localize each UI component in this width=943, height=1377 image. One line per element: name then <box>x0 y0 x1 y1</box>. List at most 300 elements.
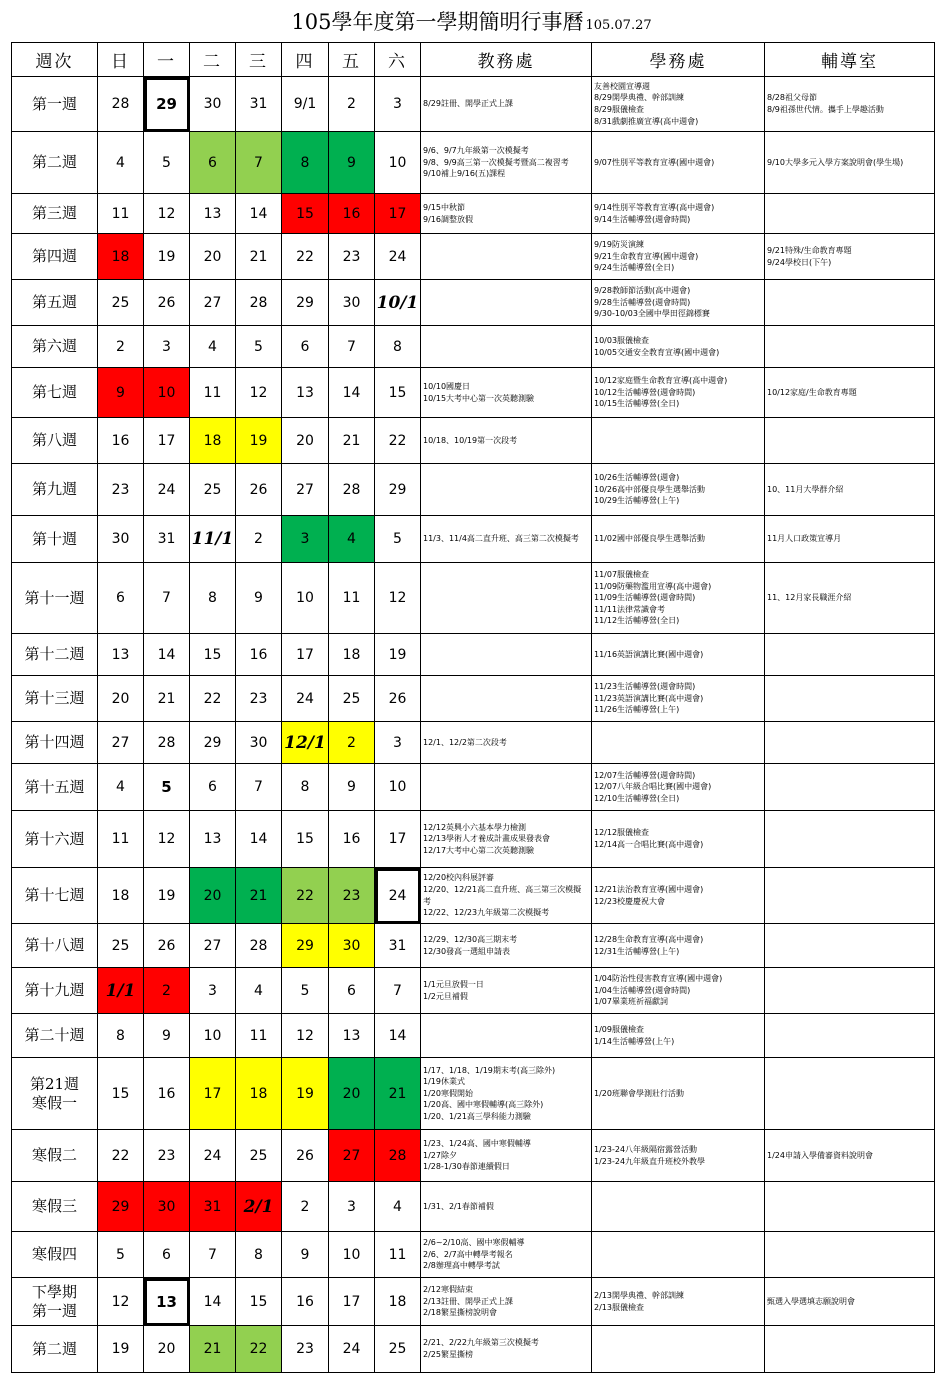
note-line: 12/22、12/23九年級第二次模擬考 <box>423 908 550 918</box>
counsel-notes <box>765 764 935 811</box>
note-line: 9/24生活輔導營(全日) <box>594 263 675 273</box>
week-label <box>12 464 98 516</box>
academic-notes <box>421 722 592 764</box>
note-line: 12/17大考中心第二次英聽測驗 <box>423 845 535 855</box>
week-label <box>12 1182 98 1232</box>
day-cell: 16 <box>329 194 375 234</box>
student-notes <box>592 1278 765 1326</box>
student-notes <box>592 1232 765 1278</box>
week-row <box>12 1058 935 1130</box>
week-label-line: 第四週 <box>31 247 77 266</box>
student-notes <box>592 1014 765 1058</box>
week-label-line: 第一週 <box>31 1301 77 1320</box>
note-line: 11/07服儀檢查 <box>594 570 650 580</box>
student-notes <box>592 77 765 132</box>
week-row <box>12 464 935 516</box>
day-cell: 21 <box>144 676 190 722</box>
note-line: 12/10生活輔導營(全日) <box>594 793 680 803</box>
student-notes <box>592 1058 765 1130</box>
school-calendar-table <box>11 42 935 1373</box>
day-cell: 16 <box>329 811 375 868</box>
day-cell: 10 <box>375 132 421 194</box>
header-mon: 一 <box>144 43 190 77</box>
week-row <box>12 1232 935 1278</box>
day-cell: 15 <box>282 194 329 234</box>
day-cell: 28 <box>236 280 282 326</box>
day-cell: 26 <box>144 924 190 968</box>
week-label-line: 第三週 <box>31 204 77 223</box>
day-cell: 24 <box>190 1130 236 1182</box>
day-cell: 16 <box>144 1058 190 1130</box>
note-line: 12/23校慶慶祝大會 <box>594 896 666 906</box>
header-week: 週次 <box>12 43 98 77</box>
header-fri: 五 <box>329 43 375 77</box>
week-label-line: 寒假一 <box>31 1093 77 1112</box>
student-notes <box>592 418 765 464</box>
day-cell: 5 <box>98 1232 144 1278</box>
note-line: 9/21特殊/生命教育專題 <box>767 245 852 255</box>
day-cell: 21 <box>190 1326 236 1373</box>
day-cell: 10 <box>375 764 421 811</box>
day-cell: 19 <box>98 1326 144 1373</box>
day-cell: 9 <box>282 1232 329 1278</box>
counsel-notes <box>765 194 935 234</box>
academic-notes <box>421 77 592 132</box>
day-cell: 19 <box>236 418 282 464</box>
day-cell: 11/1 <box>190 516 236 563</box>
day-cell: 10/1 <box>375 280 421 326</box>
week-label <box>12 326 98 368</box>
counsel-notes <box>765 1326 935 1373</box>
day-cell: 2 <box>144 968 190 1014</box>
note-line: 11/11法律常識會考 <box>594 604 666 614</box>
day-cell: 5 <box>144 132 190 194</box>
day-cell: 9 <box>144 1014 190 1058</box>
day-cell: 29 <box>144 77 190 132</box>
day-cell: 3 <box>329 1182 375 1232</box>
week-row <box>12 924 935 968</box>
note-line: 2/6、2/7高中轉學考報名 <box>423 1249 513 1259</box>
day-cell: 7 <box>329 326 375 368</box>
week-label <box>12 811 98 868</box>
day-cell: 2 <box>329 722 375 764</box>
day-cell: 27 <box>98 722 144 764</box>
note-line: 9/19防災演練 <box>594 240 644 250</box>
week-row <box>12 1326 935 1373</box>
week-label <box>12 764 98 811</box>
day-cell: 30 <box>329 280 375 326</box>
note-line: 11/09防藥物濫用宣導(高中週會) <box>594 581 712 591</box>
day-cell: 20 <box>98 676 144 722</box>
week-label <box>12 1278 98 1326</box>
day-cell: 9 <box>236 563 282 634</box>
week-label-line: 第21週 <box>29 1074 80 1093</box>
note-line: 9/15中秋節 <box>423 202 465 212</box>
week-label <box>12 868 98 924</box>
day-cell: 5 <box>144 764 190 811</box>
academic-notes <box>421 764 592 811</box>
counsel-notes <box>765 811 935 868</box>
day-cell: 23 <box>329 234 375 280</box>
student-notes <box>592 676 765 722</box>
day-cell: 4 <box>236 968 282 1014</box>
day-cell: 14 <box>236 811 282 868</box>
academic-notes <box>421 1326 592 1373</box>
counsel-notes <box>765 516 935 563</box>
note-line: 2/12寒假結束 <box>423 1285 473 1295</box>
note-line: 12/29、12/30高三期末考 <box>423 934 518 944</box>
week-row <box>12 1130 935 1182</box>
day-cell: 29 <box>190 722 236 764</box>
week-label-line: 第十八週 <box>24 936 85 955</box>
note-line: 9/21生命教育宣導(國中週會) <box>594 251 699 261</box>
note-line: 1/20、1/21高三學科能力測驗 <box>423 1111 531 1121</box>
day-cell: 4 <box>375 1182 421 1232</box>
academic-notes <box>421 811 592 868</box>
day-cell: 5 <box>282 968 329 1014</box>
note-line: 10、11月大學群介紹 <box>767 484 844 494</box>
student-notes <box>592 194 765 234</box>
note-line: 10/05交通安全教育宣導(國中週會) <box>594 347 720 357</box>
student-notes <box>592 722 765 764</box>
day-cell: 2 <box>329 77 375 132</box>
academic-notes <box>421 194 592 234</box>
week-label-line: 第十週 <box>31 529 77 548</box>
day-cell: 27 <box>190 924 236 968</box>
note-line: 1/27除夕 <box>423 1150 457 1160</box>
day-cell: 3 <box>190 968 236 1014</box>
header-academic-affairs: 教務處 <box>421 43 592 77</box>
day-cell: 27 <box>190 280 236 326</box>
note-line: 9/10大學多元入學方案說明會(學生場) <box>767 157 904 167</box>
week-row <box>12 77 935 132</box>
day-cell: 24 <box>329 1326 375 1373</box>
week-label-line: 寒假四 <box>31 1245 77 1264</box>
day-cell: 21 <box>329 418 375 464</box>
note-line: 9/07性別平等教育宣導(國中週會) <box>594 157 715 167</box>
calendar-title-block <box>0 6 943 36</box>
note-line: 8/28祖父母節 <box>767 93 817 103</box>
day-cell: 20 <box>144 1326 190 1373</box>
day-cell: 5 <box>375 516 421 563</box>
day-cell: 14 <box>236 194 282 234</box>
counsel-notes <box>765 1014 935 1058</box>
academic-notes <box>421 563 592 634</box>
note-line: 9/30-10/03全國中學田徑錦標賽 <box>594 309 710 319</box>
day-cell: 29 <box>375 464 421 516</box>
day-cell: 9 <box>98 368 144 418</box>
academic-notes <box>421 924 592 968</box>
week-row <box>12 868 935 924</box>
note-line: 8/9祖孫世代情。攜手上學趣活動 <box>767 105 884 114</box>
note-line: 1/19休業式 <box>423 1077 465 1087</box>
day-cell: 3 <box>375 77 421 132</box>
day-cell: 18 <box>236 1058 282 1130</box>
day-cell: 12/1 <box>282 722 329 764</box>
note-line: 1/20寒假開始 <box>423 1088 473 1098</box>
day-cell: 5 <box>236 326 282 368</box>
note-line: 友善校園宣導週 <box>594 81 650 91</box>
counsel-notes <box>765 77 935 132</box>
note-line: 1/04生活輔導營(週會時間) <box>594 985 691 995</box>
day-cell: 22 <box>282 868 329 924</box>
week-row <box>12 811 935 868</box>
day-cell: 11 <box>236 1014 282 1058</box>
week-label <box>12 1058 98 1130</box>
academic-notes <box>421 464 592 516</box>
note-line: 10/12家庭暨生命教育宣導(高中週會) <box>594 376 728 386</box>
counsel-notes <box>765 418 935 464</box>
week-label <box>12 924 98 968</box>
week-row <box>12 234 935 280</box>
day-cell: 28 <box>236 924 282 968</box>
day-cell: 19 <box>282 1058 329 1130</box>
academic-notes <box>421 1130 592 1182</box>
day-cell: 19 <box>375 634 421 676</box>
day-cell: 18 <box>98 234 144 280</box>
day-cell: 22 <box>375 418 421 464</box>
note-line: 12/12服儀檢查 <box>594 828 650 838</box>
day-cell: 12 <box>375 563 421 634</box>
week-label-line: 第一週 <box>31 94 77 113</box>
day-cell: 2 <box>236 516 282 563</box>
day-cell: 17 <box>375 194 421 234</box>
day-cell: 15 <box>98 1058 144 1130</box>
day-cell: 11 <box>190 368 236 418</box>
student-notes <box>592 1326 765 1373</box>
student-notes <box>592 368 765 418</box>
week-label <box>12 516 98 563</box>
week-label-line: 第六週 <box>31 337 77 356</box>
note-line: 1/17、1/18、1/19期末考(高三除外) <box>423 1065 556 1075</box>
week-row <box>12 563 935 634</box>
academic-notes <box>421 516 592 563</box>
day-cell: 4 <box>329 516 375 563</box>
academic-notes <box>421 368 592 418</box>
week-label-line: 第二週 <box>31 153 77 172</box>
student-notes <box>592 1130 765 1182</box>
day-cell: 26 <box>375 676 421 722</box>
counsel-notes <box>765 1182 935 1232</box>
week-label-line: 第十一週 <box>24 588 85 607</box>
day-cell: 29 <box>282 280 329 326</box>
note-line: 2/13開學典禮、幹部訓練 <box>594 1290 684 1300</box>
counsel-notes <box>765 368 935 418</box>
week-label-line: 第十九週 <box>24 981 85 1000</box>
academic-notes <box>421 1182 592 1232</box>
day-cell: 17 <box>282 634 329 676</box>
week-label <box>12 634 98 676</box>
week-label-line: 第十六週 <box>24 829 85 848</box>
day-cell: 15 <box>282 811 329 868</box>
header-thu: 四 <box>282 43 329 77</box>
day-cell: 13 <box>190 194 236 234</box>
day-cell: 13 <box>190 811 236 868</box>
academic-notes <box>421 418 592 464</box>
week-label-line: 寒假二 <box>31 1146 77 1165</box>
day-cell: 8 <box>98 1014 144 1058</box>
note-line: 11/12生活輔導營(全日) <box>594 616 680 626</box>
day-cell: 20 <box>190 868 236 924</box>
day-cell: 22 <box>190 676 236 722</box>
note-line: 11/26生活輔導營(上午) <box>594 705 680 715</box>
note-line: 12/13學術人才養成計畫成果發表會 <box>423 834 551 844</box>
week-row <box>12 1278 935 1326</box>
note-line: 8/31戲劇推廣宣導(高中週會) <box>594 116 699 126</box>
week-row <box>12 132 935 194</box>
week-label <box>12 676 98 722</box>
note-line: 2/8辦理高中轉學考試 <box>423 1261 500 1271</box>
day-cell: 9 <box>329 132 375 194</box>
note-line: 11/3、11/4高二直升班、高三第二次模擬考 <box>423 534 579 544</box>
week-row <box>12 516 935 563</box>
note-line: 2/25繁星撕榜 <box>423 1350 473 1359</box>
header-sat: 六 <box>375 43 421 77</box>
day-cell: 4 <box>190 326 236 368</box>
week-label <box>12 418 98 464</box>
day-cell: 23 <box>144 1130 190 1182</box>
student-notes <box>592 464 765 516</box>
note-line: 8/29註冊、開學正式上課 <box>423 99 513 109</box>
week-label <box>12 722 98 764</box>
week-row <box>12 326 935 368</box>
week-label <box>12 1232 98 1278</box>
day-cell: 2 <box>282 1182 329 1232</box>
note-line: 11、12月家長職涯介紹 <box>767 593 852 603</box>
day-cell: 22 <box>98 1130 144 1182</box>
day-cell: 13 <box>282 368 329 418</box>
note-line: 1/23、1/24高、國中寒假輔導 <box>423 1139 531 1149</box>
day-cell: 10 <box>329 1232 375 1278</box>
note-line: 10/12生活輔導營(週會時間) <box>594 387 696 397</box>
week-label-line: 第十三週 <box>24 689 85 708</box>
counsel-notes <box>765 132 935 194</box>
note-line: 12/31生活輔導營(上午) <box>594 946 680 956</box>
day-cell: 18 <box>329 634 375 676</box>
day-cell: 25 <box>375 1326 421 1373</box>
week-label-line: 第九週 <box>31 480 77 499</box>
day-cell: 22 <box>236 1326 282 1373</box>
week-label-line: 第五週 <box>31 293 77 312</box>
week-label-line: 第十五週 <box>24 777 85 796</box>
note-line: 1/2元旦補假 <box>423 991 468 1001</box>
student-notes <box>592 764 765 811</box>
day-cell: 9 <box>329 764 375 811</box>
academic-notes <box>421 234 592 280</box>
note-line: 2/21、2/22九年級第三次模擬考 <box>423 1338 539 1348</box>
header-tue: 二 <box>190 43 236 77</box>
week-label-line: 第二週 <box>31 1339 77 1358</box>
week-label <box>12 968 98 1014</box>
day-cell: 4 <box>98 764 144 811</box>
week-label <box>12 368 98 418</box>
academic-notes <box>421 634 592 676</box>
note-line: 1/09服儀檢查 <box>594 1024 644 1034</box>
note-line: 12/12英興小六基本學力檢測 <box>423 822 527 832</box>
day-cell: 8 <box>282 132 329 194</box>
counsel-notes <box>765 464 935 516</box>
day-cell: 10 <box>190 1014 236 1058</box>
day-cell: 13 <box>329 1014 375 1058</box>
note-line: 10/10國慶日 <box>423 381 471 391</box>
note-line: 1/24申請入學備審資料說明會 <box>767 1150 873 1160</box>
week-row <box>12 676 935 722</box>
day-cell: 14 <box>190 1278 236 1326</box>
note-line: 12/28生命教育宣導(高中週會) <box>594 934 704 944</box>
title-date: 105.07.27 <box>585 18 652 33</box>
note-line: 8/29開學典禮、幹部訓練 <box>594 93 684 103</box>
week-row <box>12 764 935 811</box>
day-cell: 8 <box>375 326 421 368</box>
day-cell: 16 <box>236 634 282 676</box>
week-label <box>12 194 98 234</box>
week-label-line: 第七週 <box>31 383 77 402</box>
note-line: 12/20、12/21高二直升班、高三第三次模擬考 <box>423 884 582 906</box>
day-cell: 10 <box>282 563 329 634</box>
day-cell: 6 <box>329 968 375 1014</box>
note-line: 11/02國中部優良學生選舉活動 <box>594 534 706 544</box>
page-title: 105學年度第一學期簡明行事曆 <box>291 10 584 34</box>
day-cell: 25 <box>98 924 144 968</box>
day-cell: 30 <box>98 516 144 563</box>
academic-notes <box>421 868 592 924</box>
note-line: 1/20班聯會學測壯行活動 <box>594 1088 684 1098</box>
student-notes <box>592 811 765 868</box>
note-line: 9/14生活輔導營(週會時間) <box>594 214 691 224</box>
day-cell: 28 <box>375 1130 421 1182</box>
note-line: 12/14高一合唱比賽(高中週會) <box>594 840 704 849</box>
day-cell: 12 <box>282 1014 329 1058</box>
day-cell: 20 <box>282 418 329 464</box>
day-cell: 14 <box>329 368 375 418</box>
day-cell: 28 <box>329 464 375 516</box>
student-notes <box>592 132 765 194</box>
day-cell: 13 <box>144 1278 190 1326</box>
academic-notes <box>421 676 592 722</box>
note-line: 11/23生活輔導營(週會時間) <box>594 682 696 692</box>
counsel-notes <box>765 280 935 326</box>
note-line: 1/20高、國中寒假輔導(高三除外) <box>423 1100 544 1110</box>
day-cell: 15 <box>375 368 421 418</box>
note-line: 10/15生活輔導營(全日) <box>594 399 680 409</box>
note-line: 11月人口政策宣導月 <box>767 534 842 544</box>
week-label-line: 第十七週 <box>24 886 85 905</box>
week-row <box>12 194 935 234</box>
note-line: 10/26高中部優良學生選舉活動 <box>594 484 706 494</box>
week-label-line: 第八週 <box>31 431 77 450</box>
day-cell: 7 <box>236 132 282 194</box>
student-notes <box>592 968 765 1014</box>
note-line: 12/1、12/2第二次段考 <box>423 737 507 747</box>
academic-notes <box>421 280 592 326</box>
day-cell: 26 <box>144 280 190 326</box>
day-cell: 26 <box>236 464 282 516</box>
day-cell: 10 <box>144 368 190 418</box>
week-label <box>12 132 98 194</box>
note-line: 10/18、10/19第一次段考 <box>423 435 518 445</box>
week-row <box>12 418 935 464</box>
student-notes <box>592 868 765 924</box>
day-cell: 15 <box>236 1278 282 1326</box>
academic-notes <box>421 1232 592 1278</box>
student-notes <box>592 924 765 968</box>
day-cell: 31 <box>375 924 421 968</box>
week-label <box>12 1326 98 1373</box>
day-cell: 30 <box>236 722 282 764</box>
day-cell: 30 <box>329 924 375 968</box>
day-cell: 1/1 <box>98 968 144 1014</box>
note-line: 2/13服儀檢查 <box>594 1302 644 1312</box>
